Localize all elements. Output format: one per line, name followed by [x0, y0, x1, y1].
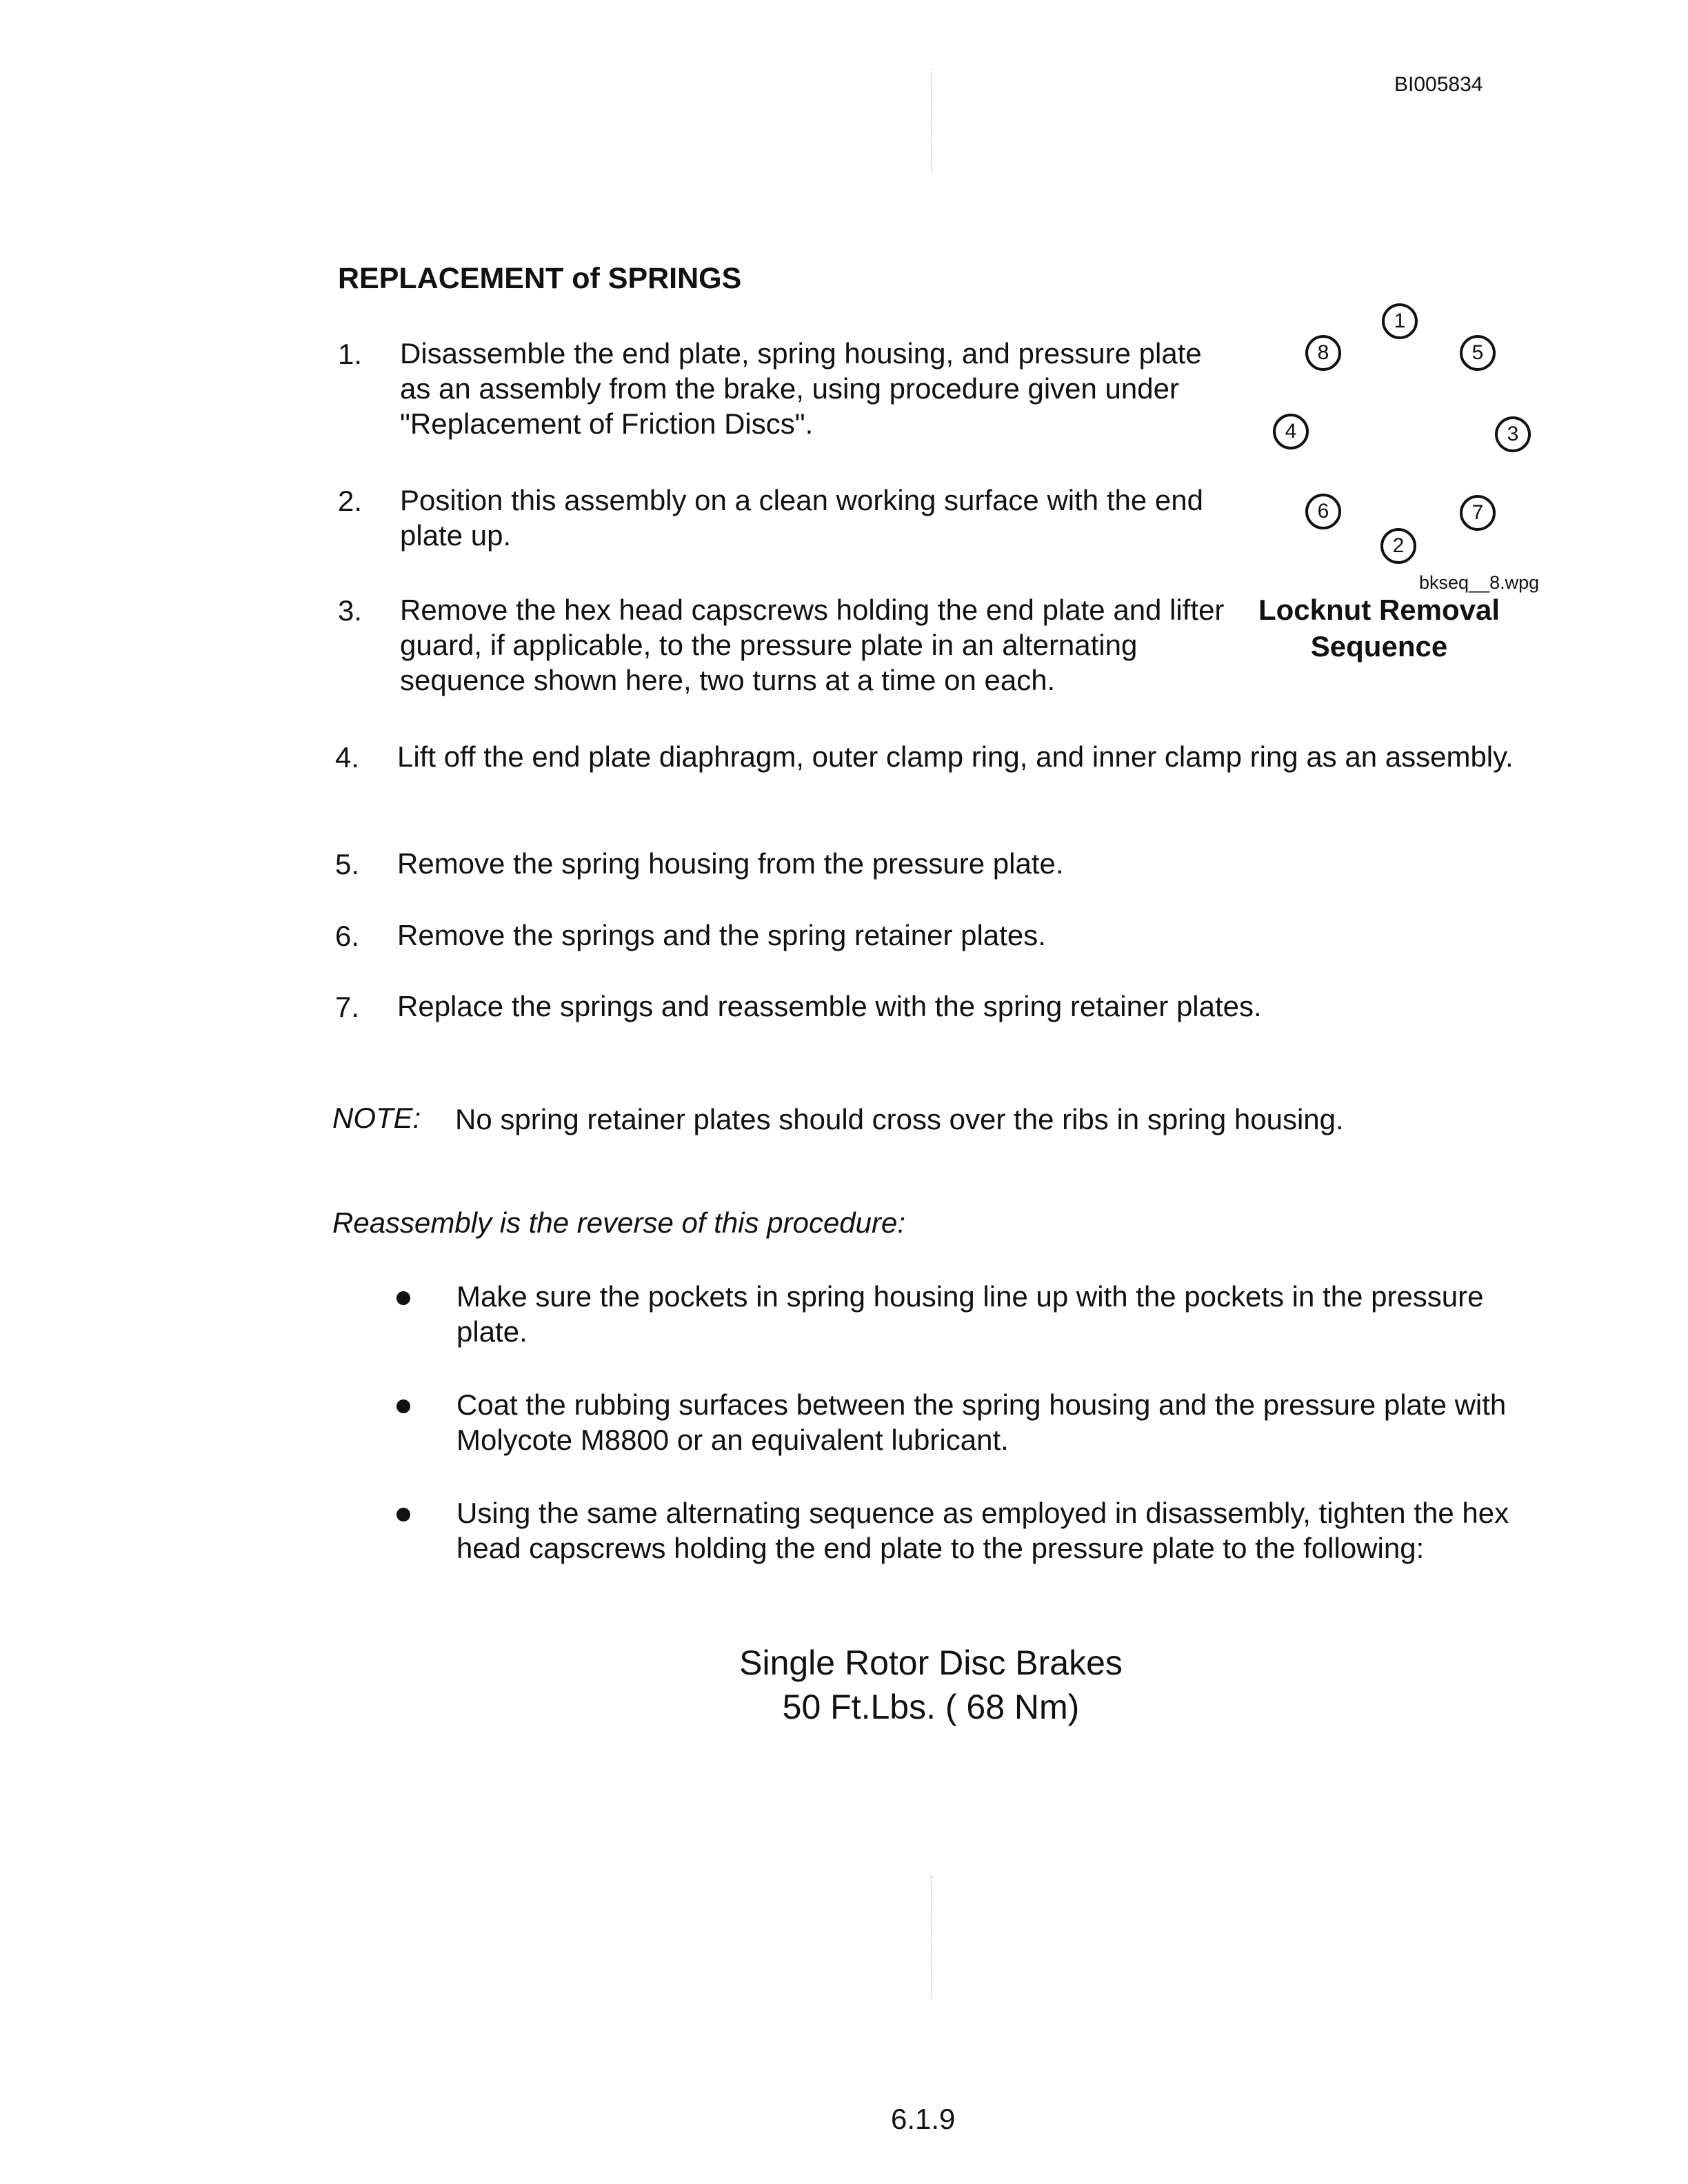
locknut-sequence-diagram	[1227, 296, 1558, 600]
note-text: No spring retainer plates should cross over the ribs in spring housing.	[455, 1103, 1344, 1135]
bullet-marker	[396, 1508, 410, 1521]
note-label: NOTE:	[332, 1102, 421, 1134]
step-number: 5.	[335, 848, 360, 880]
diagram-caption-line: Sequence	[1310, 630, 1448, 663]
sequence-number-6: 6	[1305, 494, 1341, 529]
step-number: 6.	[335, 920, 360, 952]
sequence-number-4: 4	[1273, 414, 1309, 449]
step-number: 1.	[338, 338, 363, 370]
page-number: 6.1.9	[891, 2103, 956, 2135]
step-number: 2.	[338, 485, 363, 517]
sequence-number-2: 2	[1380, 528, 1416, 564]
sequence-number-1: 1	[1382, 303, 1418, 339]
step-text: Position this assembly on a clean working surface with the end plate up.	[400, 484, 1203, 552]
step-text: Remove the spring housing from the pressure plate.	[397, 847, 1064, 880]
bullet-text: Make sure the pockets in spring housing line up with the pockets in the pressure plate.	[456, 1280, 1484, 1348]
scan-fold-mark	[931, 1875, 932, 1999]
bullet-text: Coat the rubbing surfaces between the spring housing and the pressure plate with Molycote M8800 or an equivalent lubricant.	[456, 1388, 1507, 1456]
document-id: BI005834	[1394, 73, 1483, 96]
torque-spec	[621, 1641, 1241, 1729]
sequence-number-7: 7	[1460, 495, 1496, 531]
torque-line: Single Rotor Disc Brakes	[739, 1644, 1123, 1682]
step-text: Disassemble the end plate, spring housing, and pressure plate as an assembly from the brake, using procedure given under "Replacement of Friction Discs".	[400, 337, 1202, 440]
step-text: Replace the springs and reassemble with the spring retainer plates.	[397, 990, 1262, 1022]
section-title: REPLACEMENT of SPRINGS	[338, 262, 742, 295]
sequence-number-8: 8	[1305, 335, 1341, 371]
torque-line: 50 Ft.Lbs. ( 68 Nm)	[782, 1688, 1080, 1726]
step-number: 7.	[335, 991, 360, 1023]
sequence-number-5: 5	[1460, 335, 1496, 371]
step-text: Remove the springs and the spring retainer plates.	[397, 919, 1046, 951]
diagram-file-label: bkseq__8.wpg	[1419, 572, 1540, 593]
diagram-caption	[1241, 592, 1517, 665]
step-number: 4.	[335, 741, 360, 774]
sequence-number-3: 3	[1495, 416, 1531, 452]
bullet-text: Using the same alternating sequence as employed in disassembly, tighten the hex head capscrews holding the end plate to the pressure plate to the following:	[456, 1497, 1509, 1564]
scan-fold-mark	[931, 69, 932, 172]
diagram-caption-line: Locknut Removal	[1258, 594, 1500, 626]
step-text: Lift off the end plate diaphragm, outer clamp ring, and inner clamp ring as an assembly.	[397, 740, 1514, 773]
bullet-marker	[396, 1291, 410, 1305]
bullet-marker	[396, 1399, 410, 1413]
step-number: 3.	[338, 594, 363, 627]
step-text: Remove the hex head capscrews holding the end plate and lifter guard, if applicable, to the pressure plate in an alternating sequence shown here, two turns at a time on each.	[400, 594, 1225, 696]
reassembly-intro: Reassembly is the reverse of this procedure:	[332, 1206, 906, 1239]
